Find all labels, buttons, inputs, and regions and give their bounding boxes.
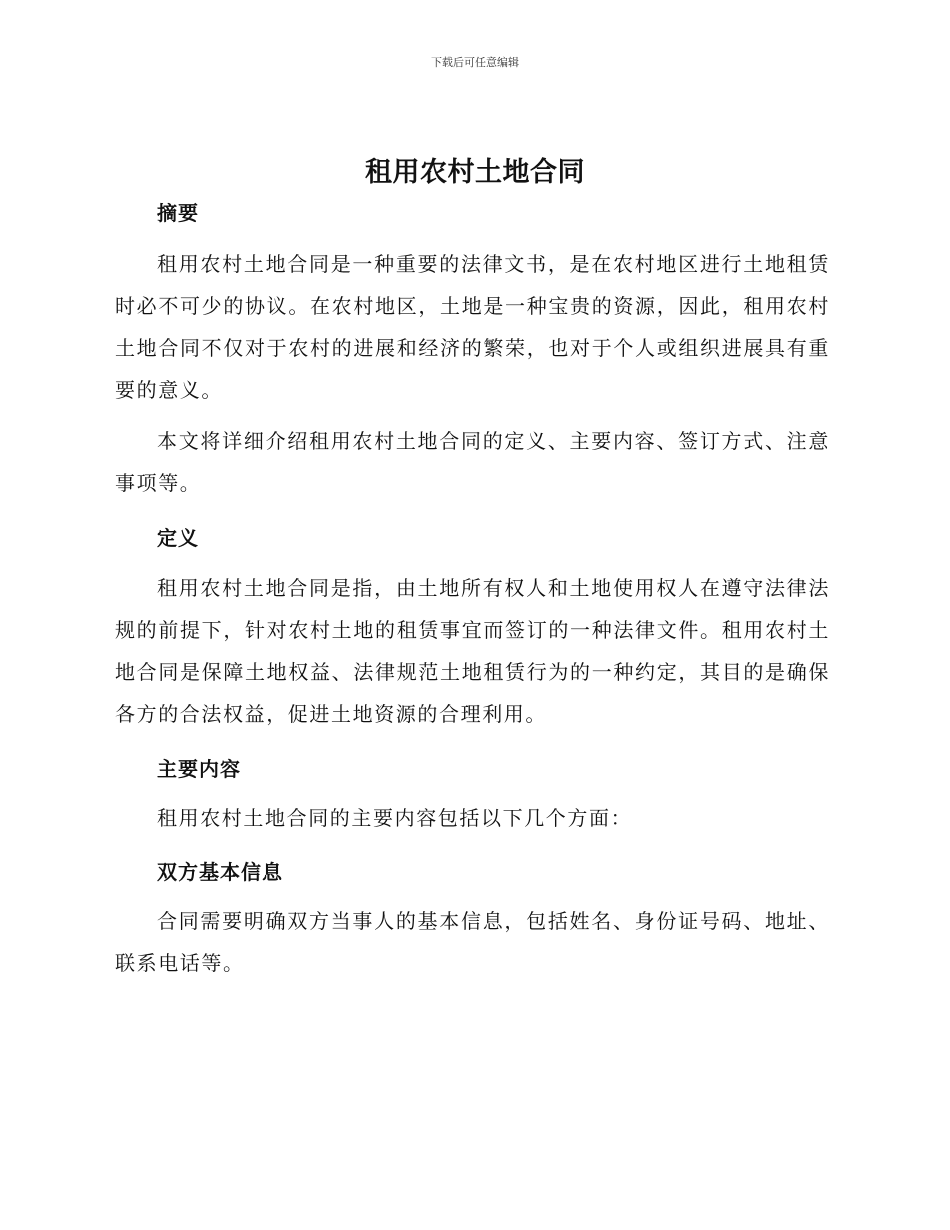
section-heading-definition: 定义 (157, 526, 199, 550)
main-content-paragraph: 租用农村土地合同的主要内容包括以下几个方面： (157, 806, 633, 830)
section-heading-abstract: 摘要 (157, 201, 199, 225)
definition-paragraph: 租用农村土地合同是指，由土地所有权人和土地使用权人在遵守法律法规的前提下，针对农村土地的租赁事宜而签订的一种法律文件。租用农村土地合同是保障土地权益、法律规范土地租赁行为的一种约定，其目的是确保各方的合法权益，促进土地资源的合理利用。 (115, 576, 830, 726)
abstract-paragraph-1: 租用农村土地合同是一种重要的法律文书，是在农村地区进行土地租赁时必不可少的协议。在农村地区，土地是一种宝贵的资源，因此，租用农村土地合同不仅对于农村的进展和经济的繁荣，也对于个人或组织进展具有重要的意义。 (115, 252, 830, 402)
abstract-paragraph-2: 本文将详细介绍租用农村土地合同的定义、主要内容、签订方式、注意事项等。 (115, 429, 830, 495)
parties-paragraph: 合同需要明确双方当事人的基本信息，包括姓名、身份证号码、地址、联系电话等。 (115, 909, 830, 975)
section-heading-parties: 双方基本信息 (157, 860, 283, 884)
document-title: 租用农村土地合同 (365, 157, 585, 188)
header-note: 下载后可任意编辑 (431, 56, 519, 69)
section-heading-main-content: 主要内容 (157, 757, 241, 781)
